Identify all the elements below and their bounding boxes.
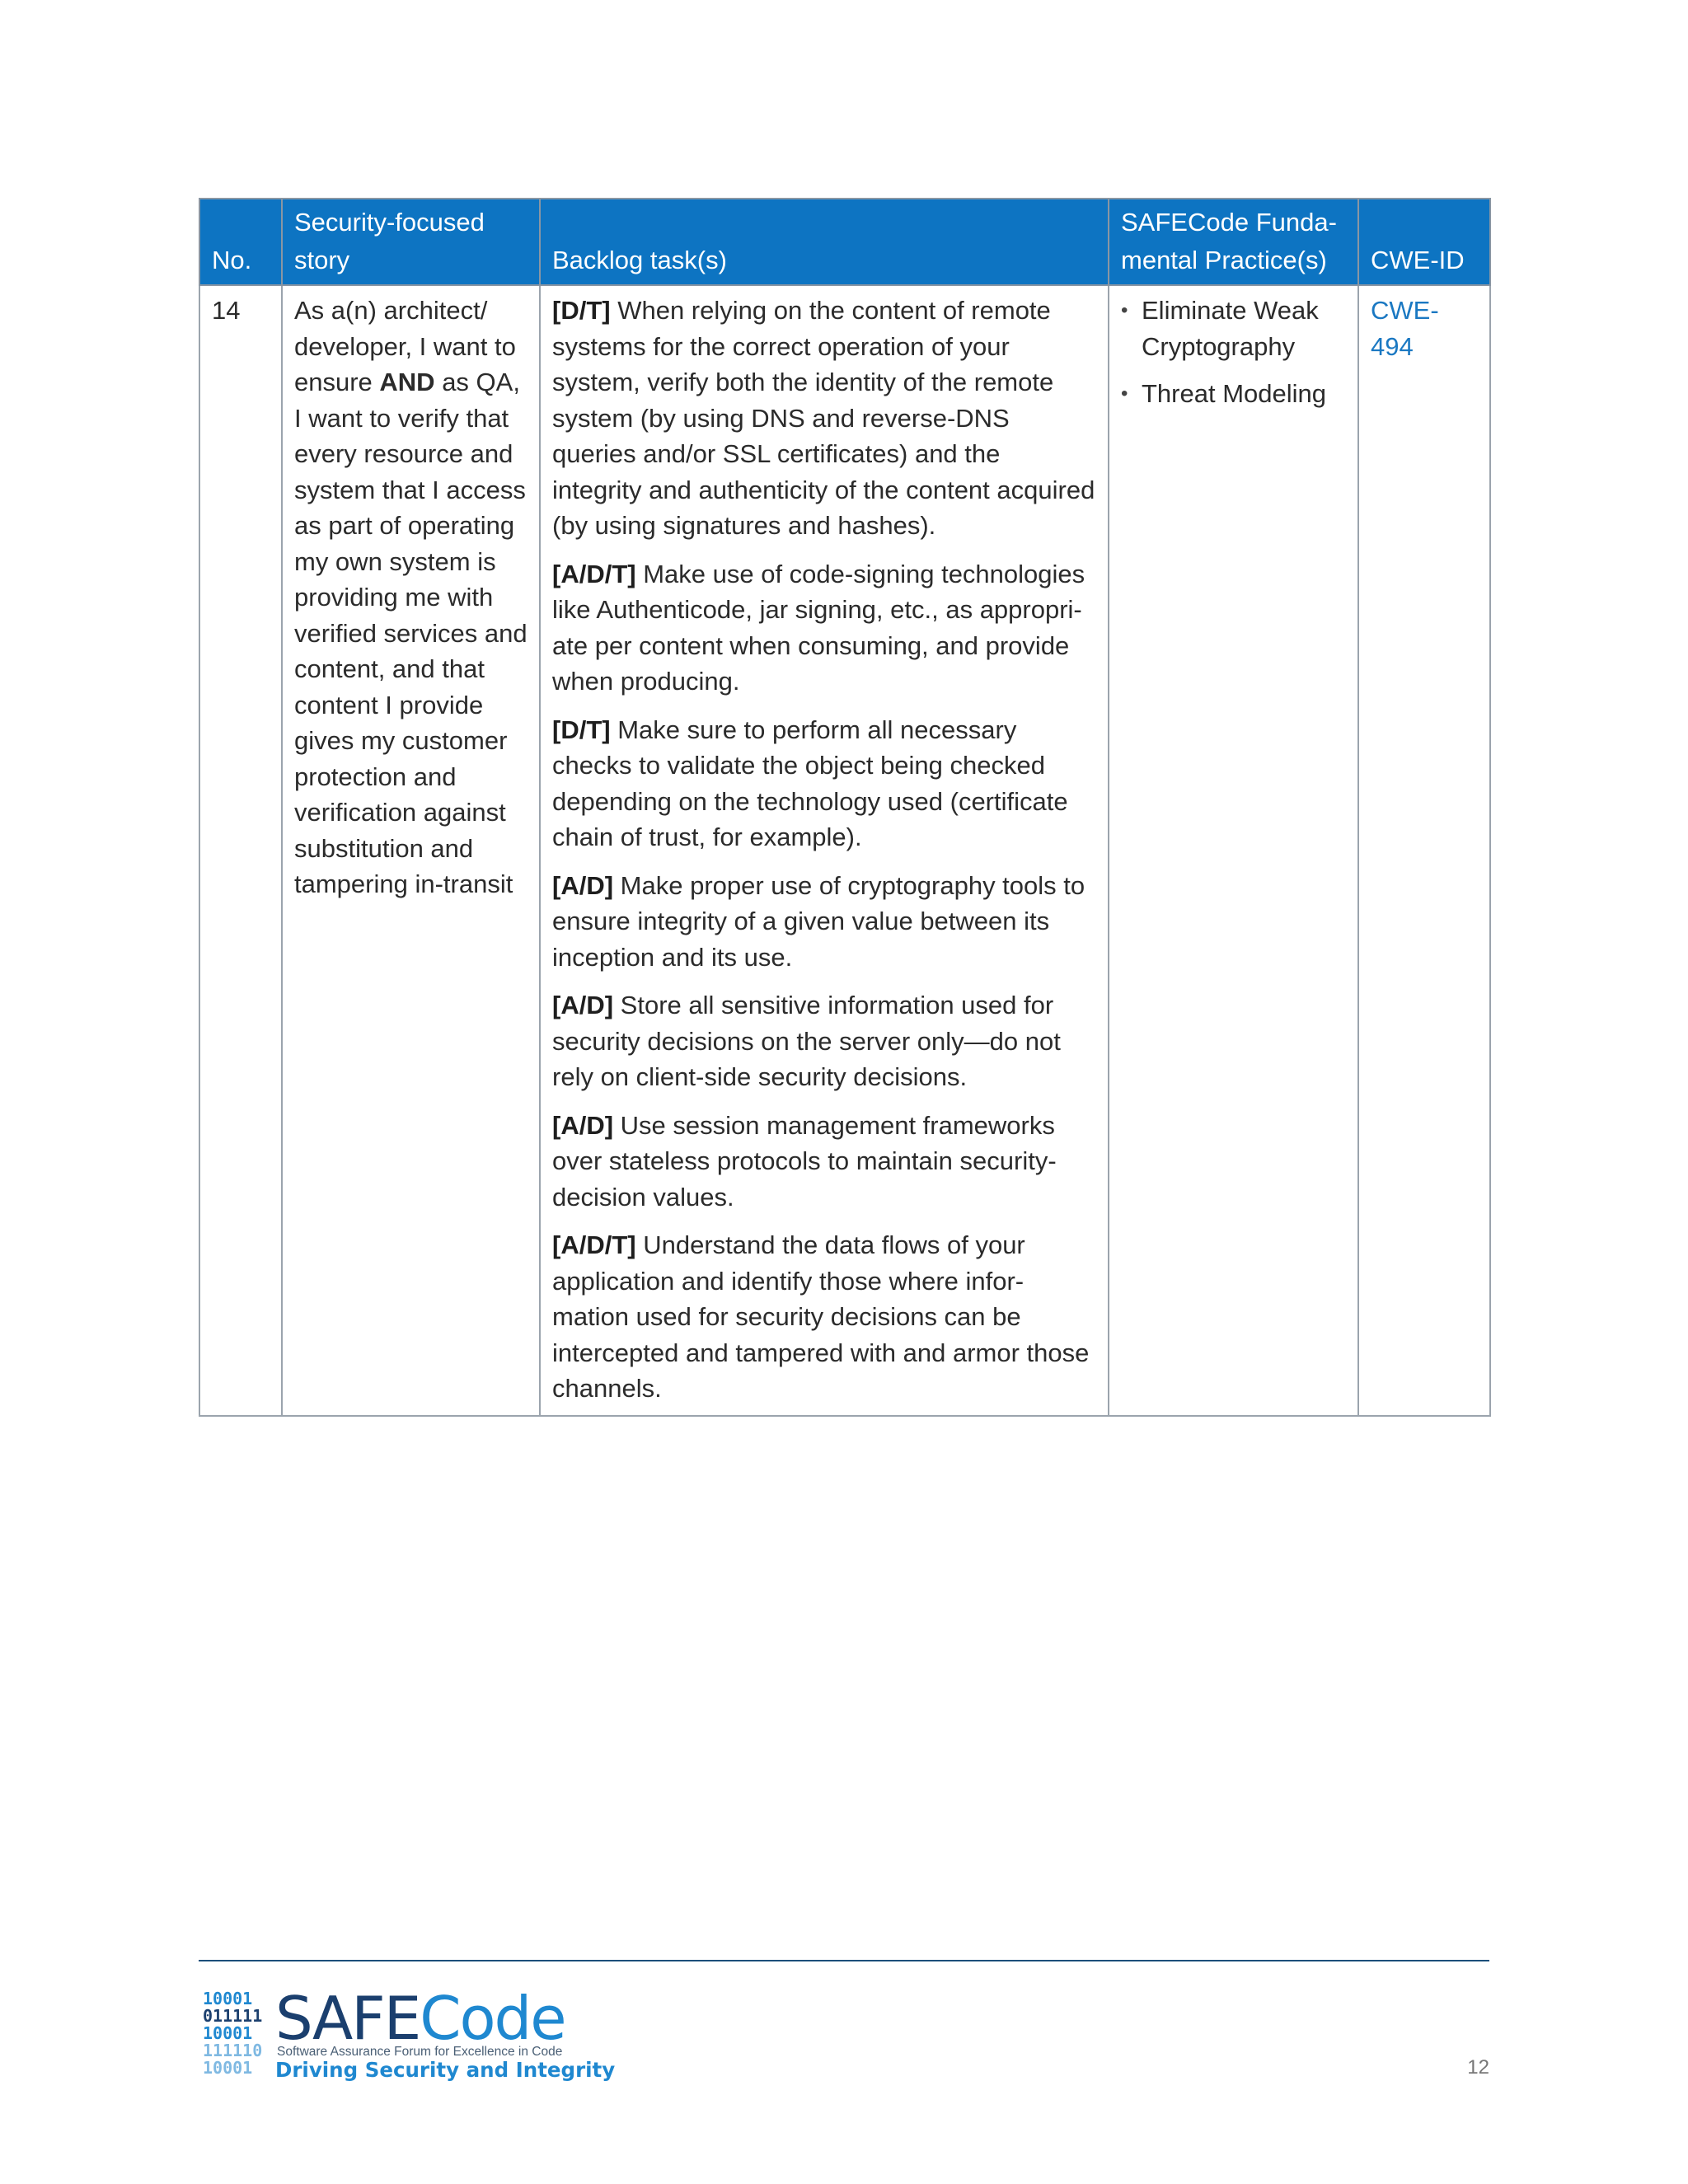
logo-binary-line: 011111 bbox=[203, 2006, 263, 2026]
header-practice: SAFECode Funda- mental Practice(s) bbox=[1109, 199, 1358, 285]
footer-divider bbox=[199, 1960, 1489, 1961]
logo-binary-line: 10001 bbox=[203, 1989, 253, 2008]
page-number: 12 bbox=[1467, 2056, 1489, 2079]
practices-table bbox=[199, 198, 1491, 1417]
header-no: No. bbox=[199, 199, 282, 285]
backlog-task: [A/D/T] Make use of code-signing technologies like Authenticode, jar signing, etc., as appropri-ate per content when consuming, and provide when producing. bbox=[552, 559, 1085, 696]
backlog-task: [A/D/T] Understand the data flows of your application and identify those where infor-mation used for security decisions can be intercepted and tampered with and armor those channels. bbox=[552, 1230, 1090, 1403]
cell-backlog bbox=[540, 285, 1109, 1416]
logo-binary-line: 111110 bbox=[203, 2041, 263, 2060]
bullet-icon: • bbox=[1121, 382, 1128, 405]
backlog-task: [D/T] When relying on the content of remote systems for the correct operation of your system, verify both the identity of the remote system (by using DNS and reverse-DNS queries and/or SSL certificates) and the integrity and authenticity of the content acquired (by using signatures and hashes). bbox=[552, 296, 1095, 540]
safecode-logo bbox=[201, 1988, 621, 2083]
logo-binary-line: 10001 bbox=[203, 2023, 253, 2043]
practice-item: • Eliminate Weak Cryptography bbox=[1121, 293, 1346, 364]
practice-item: • Threat Modeling bbox=[1121, 376, 1346, 412]
logo-code: Code bbox=[420, 1988, 565, 2053]
cell-cwe bbox=[1358, 285, 1490, 1416]
logo-binary-line: 10001 bbox=[203, 2058, 253, 2078]
cell-no: 14 bbox=[199, 285, 282, 1416]
header-backlog: Backlog task(s) bbox=[540, 199, 1109, 285]
backlog-task: [A/D] Make proper use of cryptography tools to ensure integrity of a given value between its inception and its use. bbox=[552, 870, 1085, 972]
backlog-task: [D/T] Make sure to perform all necessary checks to validate the object being checked depending on the technology used (certificate chain of trust, for example). bbox=[552, 715, 1068, 851]
backlog-task: [A/D] Use session management frameworks over stateless protocols to maintain security-decision values. bbox=[552, 1110, 1057, 1212]
cell-practice bbox=[1109, 285, 1358, 1416]
header-story: Security-focused story bbox=[282, 199, 540, 285]
logo-wordmark bbox=[275, 1988, 565, 2053]
logo-tagline: Software Assurance Forum for Excellence in Code bbox=[277, 2045, 563, 2059]
table-row bbox=[199, 285, 1490, 1416]
cell-story: As a(n) architect/ developer, I want to ensure AND as QA, I want to verify that every resource and system that I access as part of operating my own system is providing me with verified services and content, and that content I provide gives my customer protection and verification against substitution and tampering in-transit bbox=[282, 285, 540, 1416]
logo-safe: SAFE bbox=[275, 1988, 420, 2053]
practice-list bbox=[1121, 293, 1346, 412]
cwe-link[interactable]: CWE-494 bbox=[1371, 296, 1439, 361]
header-cwe: CWE-ID bbox=[1358, 199, 1490, 285]
backlog-task: [A/D] Store all sensitive information used for security decisions on the server only—do not rely on client-side security decisions. bbox=[552, 991, 1061, 1091]
logo-slogan: Driving Security and Integrity bbox=[275, 2058, 616, 2082]
bullet-icon: • bbox=[1121, 299, 1128, 321]
table-header-row bbox=[199, 199, 1490, 285]
